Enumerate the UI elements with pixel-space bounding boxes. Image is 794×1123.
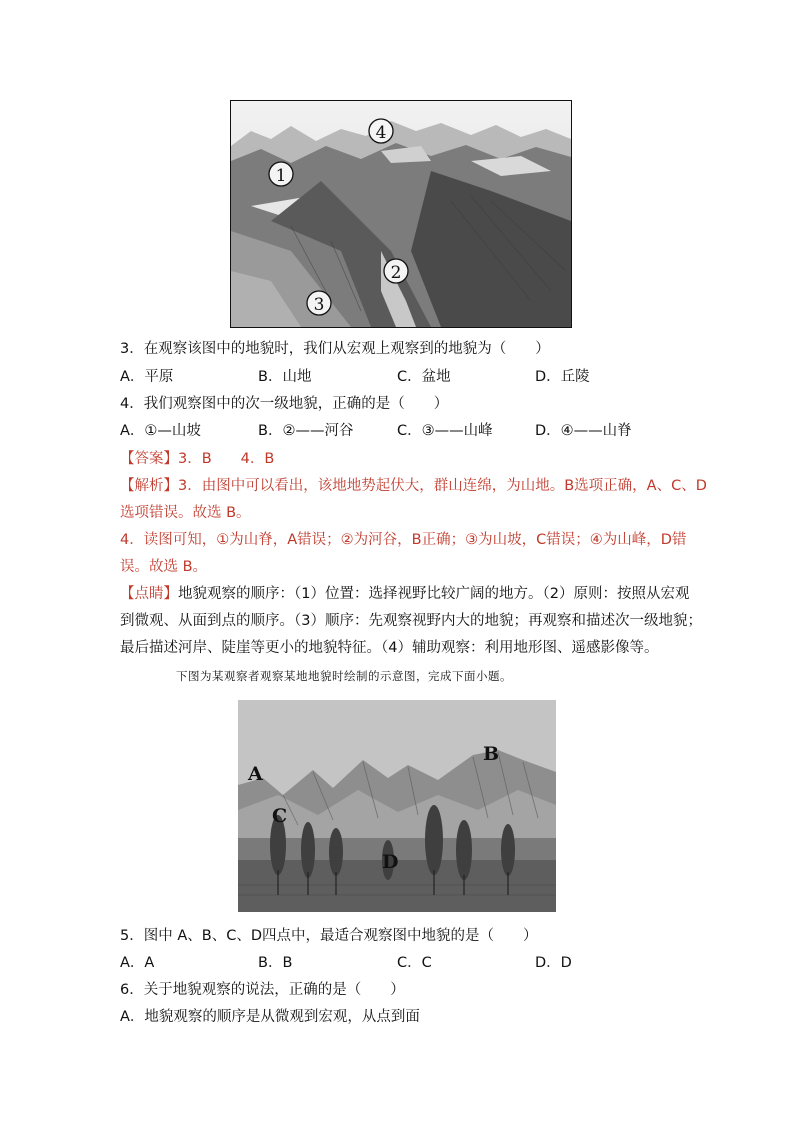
label-3 xyxy=(307,291,331,315)
analysis-tag: 【解析】 xyxy=(120,478,178,494)
label-4 xyxy=(369,119,393,143)
label-c: C xyxy=(272,805,288,827)
label-1 xyxy=(269,162,293,186)
q5-stem: 5．图中 A、B、C、D四点中，最适合观察图中地貌的是（ ） xyxy=(120,928,538,944)
mountain-photo-figure xyxy=(230,100,572,328)
landscape-sketch-figure xyxy=(238,700,556,912)
analysis-text-3b: ②为河谷，B正确；③为山坡，C错误；④为山峰，D错 xyxy=(340,532,687,548)
svg-text:4: 4 xyxy=(375,123,387,143)
q5-option-d: D．D xyxy=(535,955,572,971)
q5-option-b: B．B xyxy=(258,955,293,971)
analysis-line-3 xyxy=(120,530,686,550)
svg-text:1: 1 xyxy=(275,166,287,186)
q3-option-d: D．丘陵 xyxy=(535,369,590,385)
q5-option-c: C．C xyxy=(397,955,432,971)
label-a: A xyxy=(248,763,263,785)
q3-option-c: C．盆地 xyxy=(397,369,451,385)
figure2-caption: 下图为某观察者观察某地地貌时绘制的示意图，完成下面小题。 xyxy=(176,669,512,683)
q5-option-a: A．A xyxy=(120,955,155,971)
q4-option-d: D．④——山脊 xyxy=(535,423,632,439)
q4-option-a: A．①—山坡 xyxy=(120,423,201,439)
tip-text-1: 地貌观察的顺序：（1）位置：选择视野比较广阔的地方。（2）原则：按照从宏观 xyxy=(178,586,690,602)
q6-stem: 6．关于地貌观察的说法，正确的是（ ） xyxy=(120,982,405,998)
q3-option-a: A．平原 xyxy=(120,369,174,385)
answer-tag: 【答案】 xyxy=(120,451,178,467)
answer-line xyxy=(120,449,274,469)
q4-option-c: C．③——山峰 xyxy=(397,423,493,439)
q3-stem: 3．在观察该图中的地貌时，我们从宏观上观察到的地貌为（ ） xyxy=(120,341,550,357)
analysis-line-1 xyxy=(120,476,707,496)
landscape-sketch xyxy=(238,700,556,912)
mountain-photo xyxy=(231,101,571,327)
analysis-line-2: 选项错误。故选 B。 xyxy=(120,505,251,521)
tip-line-1 xyxy=(120,584,689,604)
q4-stem: 4．我们观察图中的次一级地貌，正确的是（ ） xyxy=(120,396,449,412)
tip-tag: 【点睛】 xyxy=(120,586,178,602)
svg-text:2: 2 xyxy=(390,263,402,283)
svg-text:3: 3 xyxy=(313,295,325,315)
analysis-text-3a: 4．读图可知，①为山脊，A错误； xyxy=(120,532,341,548)
answer-text: 3．B 4．B xyxy=(178,451,275,467)
analysis-line-4: 误。故选 B。 xyxy=(120,559,208,575)
label-d: D xyxy=(382,851,399,873)
label-b: B xyxy=(483,743,500,765)
label-2 xyxy=(384,259,408,283)
q4-option-b: B．②——河谷 xyxy=(258,423,354,439)
analysis-text-1: 3．由图中可以看出，该地地势起伏大，群山连绵，为山地。B选项正确，A、C、D xyxy=(178,478,707,494)
tip-line-2: 到微观、从面到点的顺序。（3）顺序：先观察视野内大的地貌；再观察和描述次一级地貌； xyxy=(120,613,702,629)
q6-option-a: A．地貌观察的顺序是从微观到宏观，从点到面 xyxy=(120,1009,420,1025)
tip-line-3: 最后描述河岸、陡崖等更小的地貌特征。（4）辅助观察：利用地形图、遥感影像等。 xyxy=(120,640,659,656)
q3-option-b: B．山地 xyxy=(258,369,312,385)
